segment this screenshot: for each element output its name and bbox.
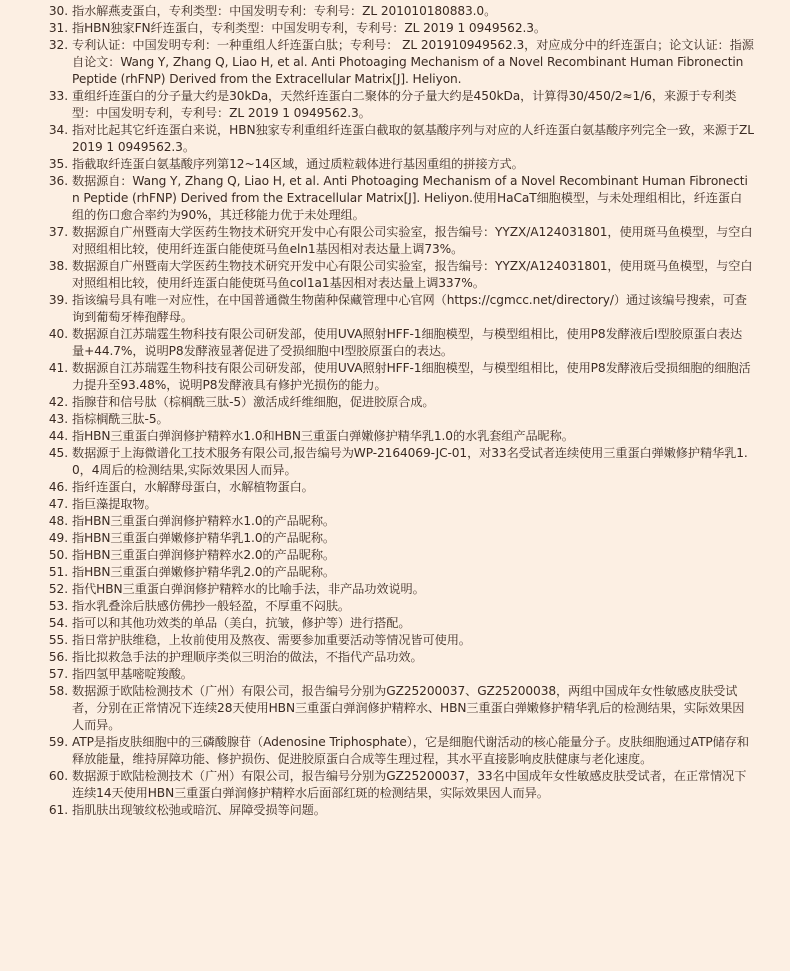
footnote-text: 指巨藻提取物。 (72, 497, 157, 511)
footnote-number: 61. (48, 803, 68, 817)
footnote-text: 指对比起其它纤连蛋白来说，HBN独家专利重组纤连蛋白截取的氨基酸序列与对应的人纤连蛋白氨基酸序列完全一致，来源于ZL 2019 1 0949562.3。 (72, 123, 754, 154)
footnote-item (40, 479, 754, 496)
footnote-text: 数据源自：Wang Y, Zhang Q, Liao H, et al. Anti Photoaging Mechanism of a Novel Recombinant Human Fibronectin Peptide (rhFNP) Derived from the Extracellular Matrix[J]. Heliyon.使用HaCaT细胞模型，与未处理组相比，纤连蛋白组的伤口愈合率约为90%，其迁移能力优于未处理组。 (72, 174, 748, 222)
footnote-text: 专利认证：中国发明专利：一种重组人纤连蛋白肽；专利号： ZL 201910949562.3，对应成分中的纤连蛋白；论文认证：指源自论文：Wang Y, Zhang Q, Liao H, et al. Anti Photoaging Mechanism of a Novel Recombinant Human Fibronectin Peptide (rhFNP) Derived from the Extracellular Matrix[J]. Heliyon. (72, 38, 754, 86)
footnote-number: 38. (48, 259, 68, 273)
footnote-item (40, 649, 754, 666)
footnote-number: 30. (48, 4, 68, 18)
footnote-text: 数据源于欧陆检测技术（广州）有限公司，报告编号分别为GZ25200037，33名中国成年女性敏感皮肤受试者，在正常情况下连续14天使用HBN三重蛋白弹润修护精粹水后面部红斑的检测结果，实际效果因人而异。 (72, 769, 747, 800)
footnote-number: 34. (48, 123, 68, 137)
footnote-text: 数据源自广州暨南大学医药生物技术研究开发中心有限公司实验室，报告编号：YYZX/A124031801，使用斑马鱼模型，与空白对照组相比较，使用纤连蛋白能使斑马鱼eln1基因相对表达量上调73%。 (72, 225, 753, 256)
footnote-text: 指HBN三重蛋白弹润修护精粹水1.0和HBN三重蛋白弹嫩修护精华乳1.0的水乳套组产品昵称。 (72, 429, 574, 443)
footnote-number: 58. (48, 684, 68, 698)
footnote-text: 数据源自江苏瑞霆生物科技有限公司研发部，使用UVA照射HFF-1细胞模型，与模型组相比，使用P8发酵液后受损细胞的细胞活力提升至93.48%，说明P8发酵液具有修护光损伤的能力。 (72, 361, 751, 392)
footnote-number: 50. (48, 548, 68, 562)
footnote-item (40, 802, 754, 819)
footnote-number: 56. (48, 650, 68, 664)
footnote-text: 指HBN独家FN纤连蛋白，专利类型：中国发明专利，专利号：ZL 2019 1 0949562.3。 (72, 21, 546, 35)
footnote-item (40, 547, 754, 564)
footnote-number: 53. (48, 599, 68, 613)
footnote-item (40, 513, 754, 530)
footnote-number: 32. (48, 38, 68, 52)
footnote-item (40, 156, 754, 173)
footnote-item (40, 394, 754, 411)
footnote-number: 47. (48, 497, 68, 511)
footnote-text: 指可以和其他功效类的单品（美白，抗皱，修护等）进行搭配。 (72, 616, 411, 630)
footnote-text: 指腺苷和信号肽（棕榈酰三肽-5）激活成纤维细胞，促进胶原合成。 (72, 395, 435, 409)
footnote-number: 52. (48, 582, 68, 596)
footnote-number: 33. (48, 89, 68, 103)
footnote-item (40, 598, 754, 615)
footnote-item (40, 530, 754, 547)
footnote-text: 数据源自广州暨南大学医药生物技术研究开发中心有限公司实验室，报告编号：YYZX/A124031801，使用斑马鱼模型，与空白对照组相比较，使用纤连蛋白能使斑马鱼col1a1基因相对表达量上调337%。 (72, 259, 753, 290)
footnote-item (40, 564, 754, 581)
footnote-text: 重组纤连蛋白的分子量大约是30kDa，天然纤连蛋白二聚体的分子量大约是450kDa，计算得30/450/2≈1/6，来源于专利类型：中国发明专利，专利号：ZL 2019 1 0949562.3。 (72, 89, 737, 120)
footnote-item (40, 37, 754, 88)
footnote-item (40, 666, 754, 683)
footnote-item (40, 3, 754, 20)
footnote-item (40, 734, 754, 768)
footnote-number: 44. (48, 429, 68, 443)
footnote-number: 42. (48, 395, 68, 409)
footnote-text: 指HBN三重蛋白弹嫩修护精华乳2.0的产品昵称。 (72, 565, 335, 579)
footnote-number: 41. (48, 361, 68, 375)
footnote-item (40, 326, 754, 360)
footnote-number: 55. (48, 633, 68, 647)
footnote-item (40, 88, 754, 122)
footnote-text: 指HBN三重蛋白弹润修护精粹水2.0的产品昵称。 (72, 548, 335, 562)
footnote-text: 指棕榈酰三肽-5。 (72, 412, 169, 426)
footnote-text: 指截取纤连蛋白氨基酸序列第12~14区域，通过质粒载体进行基因重组的拼接方式。 (72, 157, 524, 171)
footnote-item (40, 258, 754, 292)
footnote-list (40, 3, 754, 819)
footnote-number: 39. (48, 293, 68, 307)
footnote-text: ATP是指皮肤细胞中的三磷酸腺苷（Adenosine Triphosphate），它是细胞代谢活动的核心能量分子。皮肤细胞通过ATP储存和释放能量，维持屏障功能、修护损伤、促进胶原蛋白合成等生理过程，其水平直接影响皮肤健康与老化速度。 (72, 735, 749, 766)
footnote-item (40, 768, 754, 802)
footnote-number: 57. (48, 667, 68, 681)
footnote-text: 指比拟救急手法的护理顺序类似三明治的做法，不指代产品功效。 (72, 650, 423, 664)
footnote-item (40, 445, 754, 479)
footnote-number: 37. (48, 225, 68, 239)
footnote-item (40, 615, 754, 632)
footnote-item (40, 122, 754, 156)
footnote-number: 40. (48, 327, 68, 341)
footnote-item (40, 173, 754, 224)
footnote-item (40, 632, 754, 649)
footnote-item (40, 683, 754, 734)
footnote-number: 36. (48, 174, 68, 188)
footnote-item (40, 428, 754, 445)
footnote-text: 指HBN三重蛋白弹嫩修护精华乳1.0的产品昵称。 (72, 531, 335, 545)
footnote-number: 46. (48, 480, 68, 494)
footnote-text: 数据源于上海微谱化工技术服务有限公司,报告编号为WP-2164069-JC-01，对33名受试者连续使用三重蛋白弹嫩修护精华乳1.0，4周后的检测结果,实际效果因人而异。 (72, 446, 748, 477)
footnote-text: 指纤连蛋白，水解酵母蛋白，水解植物蛋白。 (72, 480, 314, 494)
footnote-text: 指肌肤出现皱纹松弛或暗沉、屏障受损等问题。 (72, 803, 326, 817)
footnote-number: 60. (48, 769, 68, 783)
footnote-text: 指水乳叠涂后肤感仿佛抄一般轻盈，不厚重不闷肤。 (72, 599, 351, 613)
footnote-item (40, 360, 754, 394)
footnote-number: 48. (48, 514, 68, 528)
footnote-number: 59. (48, 735, 68, 749)
footnote-text: 指HBN三重蛋白弹润修护精粹水1.0的产品昵称。 (72, 514, 335, 528)
footnote-number: 35. (48, 157, 68, 171)
footnote-text: 数据源于欧陆检测技术（广州）有限公司，报告编号分别为GZ25200037、GZ25200038，两组中国成年女性敏感皮肤受试者，分别在正常情况下连续28天使用HBN三重蛋白弹润修护精粹水、HBN三重蛋白弹嫩修护精华乳后的检测结果，实际效果因人而异。 (72, 684, 745, 732)
footnote-item (40, 411, 754, 428)
footnote-number: 49. (48, 531, 68, 545)
footnote-text: 指四氢甲基嘧啶羧酸。 (72, 667, 193, 681)
footnote-item (40, 224, 754, 258)
footnote-text: 指日常护肤维稳，上妆前使用及熬夜、需要参加重要活动等情况皆可使用。 (72, 633, 471, 647)
footnote-text: 指该编号具有唯一对应性，在中国普通微生物菌种保藏管理中心官网（https://cgmcc.net/directory/）通过该编号搜索，可查询到葡萄牙棒孢酵母。 (72, 293, 747, 324)
footnote-item (40, 496, 754, 513)
footnote-number: 54. (48, 616, 68, 630)
footnote-number: 51. (48, 565, 68, 579)
footnote-text: 数据源自江苏瑞霆生物科技有限公司研发部，使用UVA照射HFF-1细胞模型，与模型组相比，使用P8发酵液后I型胶原蛋白表达量+44.7%，说明P8发酵液显著促进了受损细胞中I型胶原蛋白的表达。 (72, 327, 743, 358)
footnote-item (40, 581, 754, 598)
footnote-number: 45. (48, 446, 68, 460)
footnote-text: 指代HBN三重蛋白弹润修护精粹水的比喻手法，非产品功效说明。 (72, 582, 425, 596)
footnote-text: 指水解燕麦蛋白，专利类型：中国发明专利：专利号：ZL 201010180883.0。 (72, 4, 497, 18)
footnote-number: 31. (48, 21, 68, 35)
footnote-item (40, 20, 754, 37)
footnote-item (40, 292, 754, 326)
footnote-number: 43. (48, 412, 68, 426)
